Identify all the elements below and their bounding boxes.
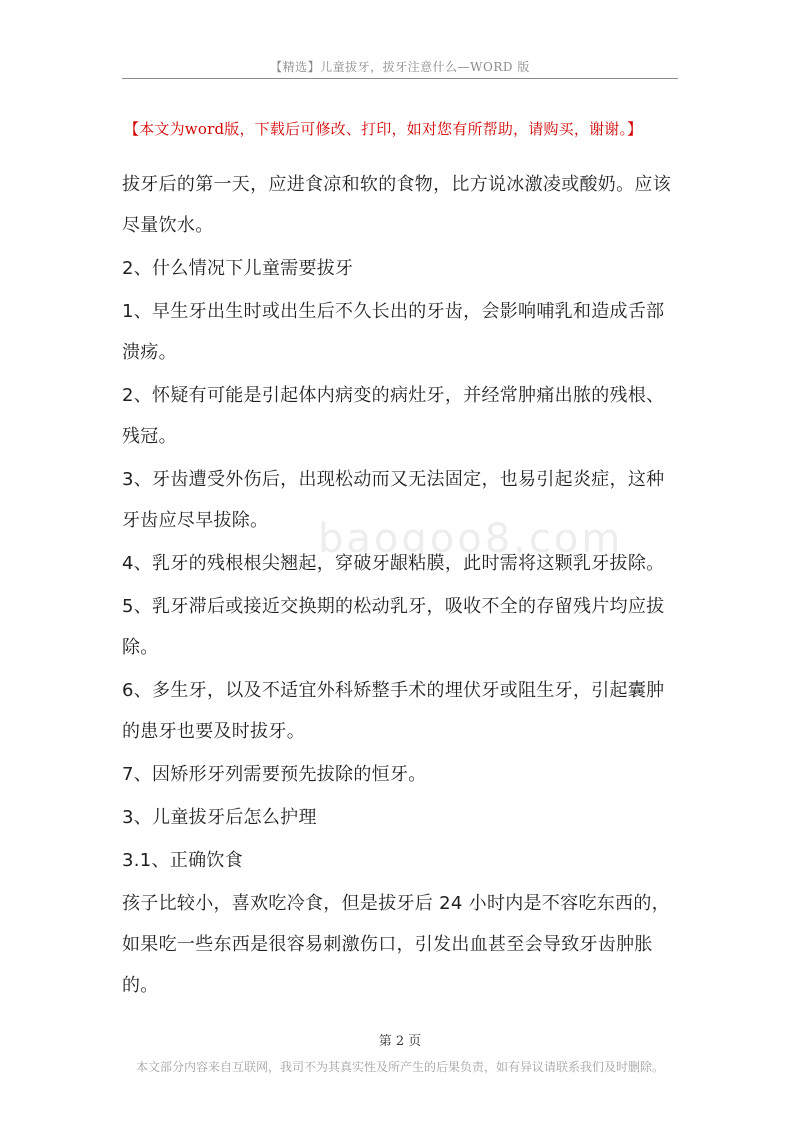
section-heading: 2、什么情况下儿童需要拔牙 bbox=[122, 258, 354, 279]
subsection-heading: 3.1、正确饮食 bbox=[122, 850, 244, 871]
page-number: 第 2 页 bbox=[378, 1034, 422, 1049]
list-item: 7、因矫形牙列需要预先拔除的恒牙。 bbox=[122, 764, 427, 785]
list-item: 5、乳牙滞后或接近交换期的松动乳牙，吸收不全的存留残片均应拔除。 bbox=[122, 596, 665, 658]
section-heading: 3、儿童拔牙后怎么护理 bbox=[122, 807, 317, 828]
list-item: 6、多生牙，以及不适宜外科矫整手术的埋伏牙或阻生牙，引起囊肿的患牙也要及时拔牙。 bbox=[122, 680, 665, 742]
paragraph: 孩子比较小，喜欢吃冷食，但是拔牙后 24 小时内是不容吃东西的，如果吃一些东西是很容易刺激伤口，引发出血甚至会导致牙齿肿胀的。 bbox=[122, 893, 670, 996]
footer-disclaimer: 本文部分内容来自互联网，我司不为其真实性及所产生的后果负责，如有异议请联系我们及时删除。 bbox=[135, 1060, 664, 1074]
purchase-notice: 【本文为word版，下载后可修改、打印，如对您有所帮助，请购买，谢谢。】 bbox=[124, 120, 643, 138]
paragraph: 拔牙后的第一天，应进食凉和软的食物，比方说冰激凌或酸奶。应该尽量饮水。 bbox=[122, 174, 671, 236]
list-item: 3、牙齿遭受外伤后，出现松动而又无法固定，也易引起炎症，这种牙齿应尽早拔除。 bbox=[122, 469, 665, 531]
watermark: baogoo8.com bbox=[318, 516, 624, 562]
document-body bbox=[122, 164, 682, 1008]
list-item: 2、怀疑有可能是引起体内病变的病灶牙，并经常肿痛出脓的残根、残冠。 bbox=[122, 385, 665, 447]
list-item: 4、乳牙的残根根尖翘起，穿破牙龈粘膜，此时需将这颗乳牙拔除。 bbox=[122, 553, 665, 574]
header-divider bbox=[122, 78, 678, 79]
list-item: 1、早生牙出生时或出生后不久长出的牙齿，会影响哺乳和造成舌部溃疡。 bbox=[122, 301, 665, 363]
page-header: 【精选】儿童拔牙，拔牙注意什么—WORD 版 bbox=[270, 60, 530, 74]
